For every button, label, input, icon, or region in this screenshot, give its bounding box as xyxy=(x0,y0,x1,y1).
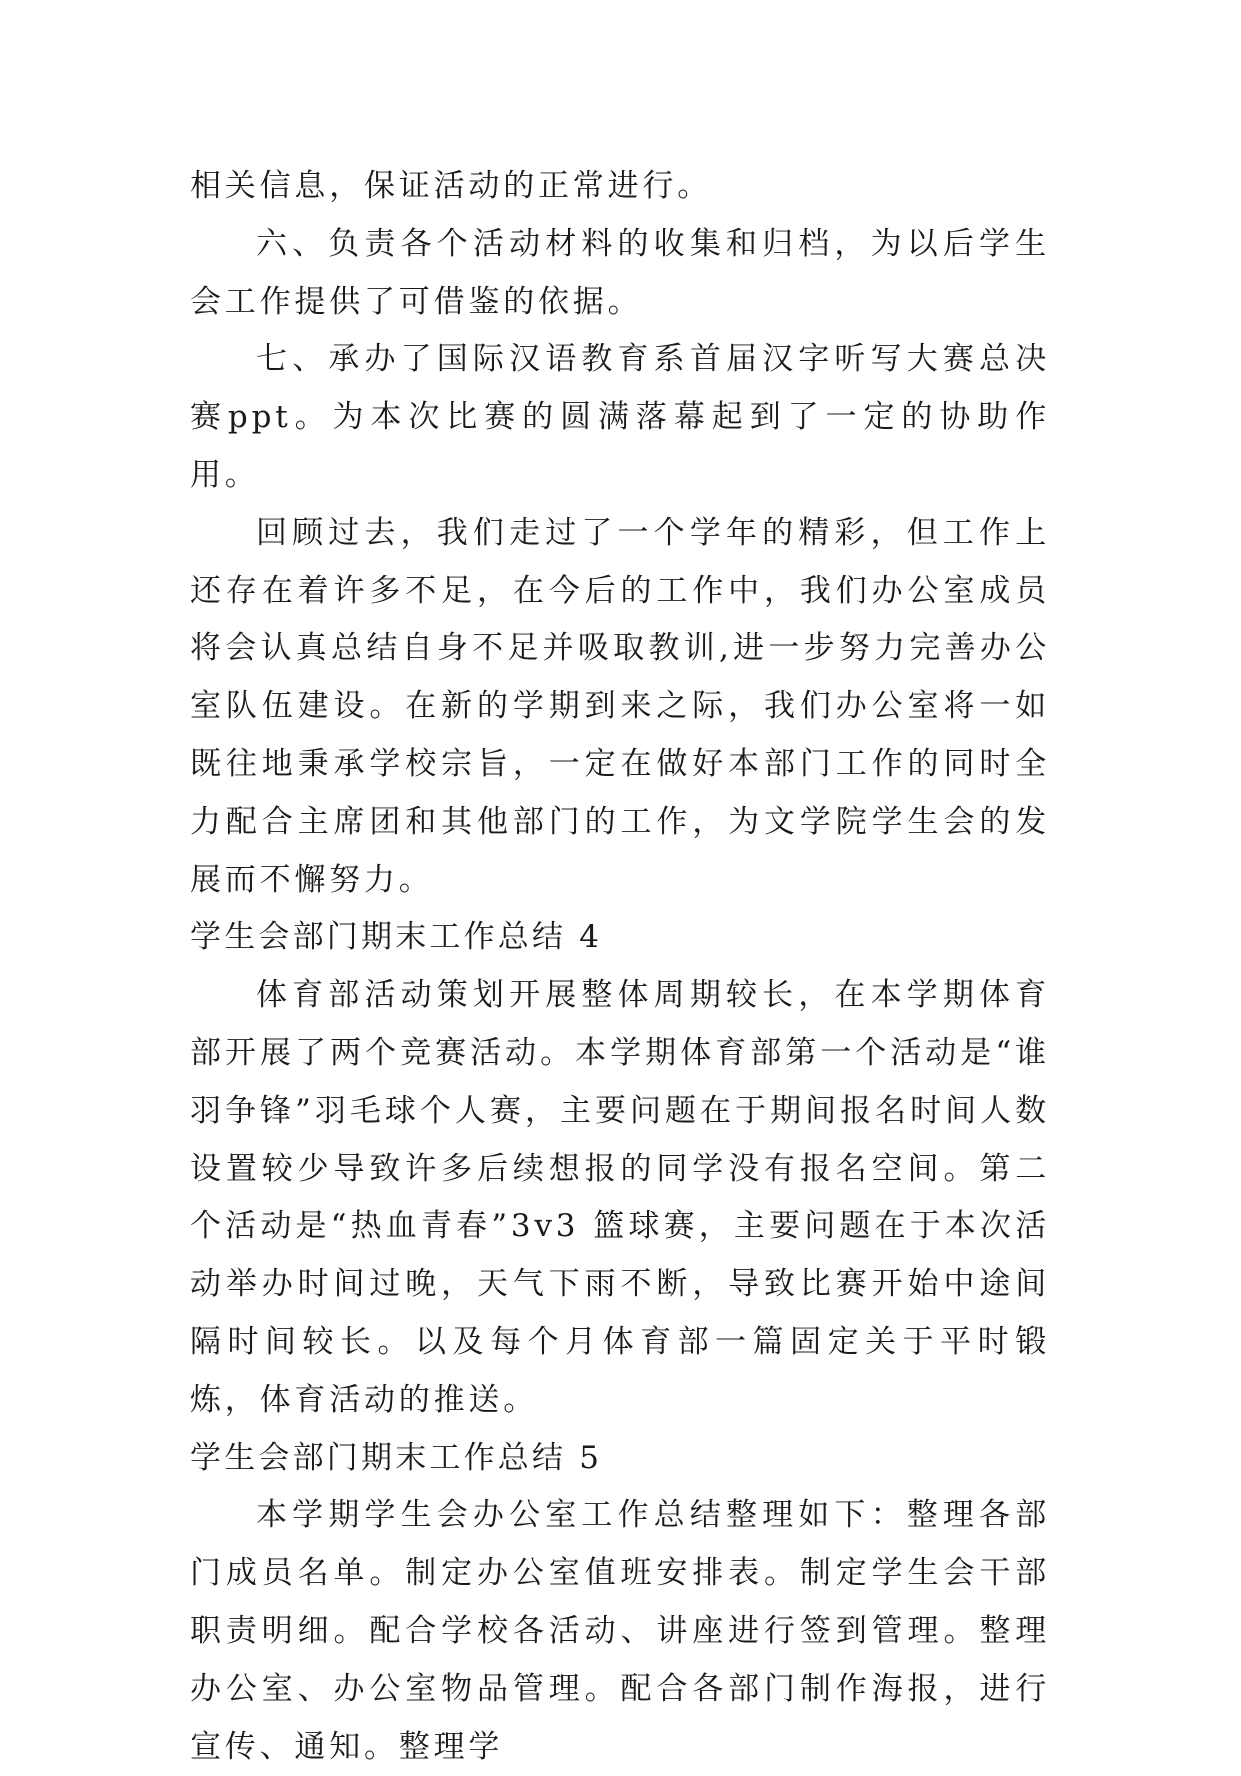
section-heading-5: 学生会部门期末工作总结 5 xyxy=(190,1439,603,1476)
document-body xyxy=(190,158,1050,1776)
paragraph-office-summary: 本学期学生会办公室工作总结整理如下：整理各部门成员名单。制定办公室值班安排表。制定学生会干部职责明细。配合学校各活动、讲座进行签到管理。整理办公室、办公室物品管理。配合各部门制作海报，进行宣传、通知。整理学 xyxy=(190,1497,1050,1765)
paragraph-sports-department: 体育部活动策划开展整体周期较长，在本学期体育部开展了两个竞赛活动。本学期体育部第一个活动是“谁羽争锋”羽毛球个人赛，主要问题在于期间报名时间人数设置较少导致许多后续想报的同学没有报名空间。第二个活动是“热血青春”3v3 篮球赛，主要问题在于本次活动举办时间过晚，天气下雨不断，导致比赛开始中途间隔时间较长。以及每个月体育部一篇固定关于平时锻炼，体育活动的推送。 xyxy=(190,977,1050,1418)
paragraph-review: 回顾过去，我们走过了一个学年的精彩，但工作上还存在着许多不足，在今后的工作中，我们办公室成员将会认真总结自身不足并吸取教训,进一步努力完善办公室队伍建设。在新的学期到来之际，我们办公室将一如既往地秉承学校宗旨，一定在做好本部门工作的同时全力配合主席团和其他部门的工作，为文学院学生会的发展而不懈努力。 xyxy=(190,514,1050,898)
paragraph-item-seven: 七、承办了国际汉语教育系首届汉字听写大赛总决赛ppt。为本次比赛的圆满落幕起到了一定的协助作用。 xyxy=(190,341,1050,493)
paragraph-item-six: 六、负责各个活动材料的收集和归档，为以后学生会工作提供了可借鉴的依据。 xyxy=(190,225,1050,320)
paragraph-continued: 相关信息，保证活动的正常进行。 xyxy=(190,168,712,204)
section-heading-4: 学生会部门期末工作总结 4 xyxy=(190,919,603,956)
